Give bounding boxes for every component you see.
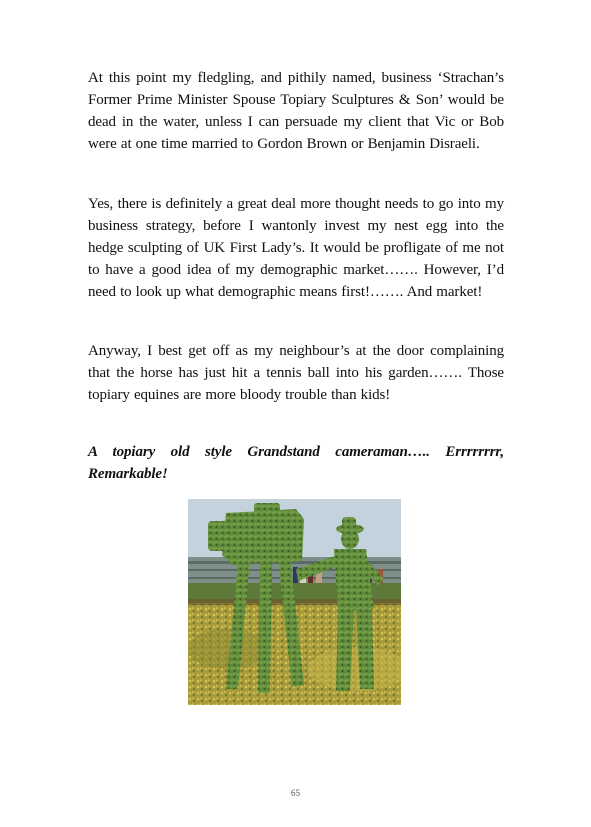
photo-caption: A topiary old style Grandstand cameraman….. Errrrrrrr, Remarkable! — [88, 444, 504, 482]
topiary-cameraman-photo — [188, 499, 401, 705]
body-paragraph-3: Anyway, I best get off as my neighbour’s at the door complaining that the horse has just hit a tennis ball into his garden……. Those topiary equines are more bloody trouble than kids! — [88, 343, 504, 403]
body-paragraph-2: Yes, there is definitely a great deal more thought needs to go into my business strategy, before I wantonly invest my nest egg into the hedge sculpting of UK First Lady’s. It would be profligate of me not to have a good idea of my demographic market……. However, I’d need to look up what demographic means first!……. And market! — [88, 196, 504, 300]
photo-illustration — [188, 499, 401, 705]
page-number: 65 — [291, 788, 300, 798]
body-paragraph-1: At this point my fledgling, and pithily named, business ‘Strachan’s Former Prime Minister Spouse Topiary Sculptures & Son’ would be dead in the water, unless I can persuade my client that Vic or Bob were at one time married to Gordon Brown or Benjamin Disraeli. — [88, 70, 504, 152]
